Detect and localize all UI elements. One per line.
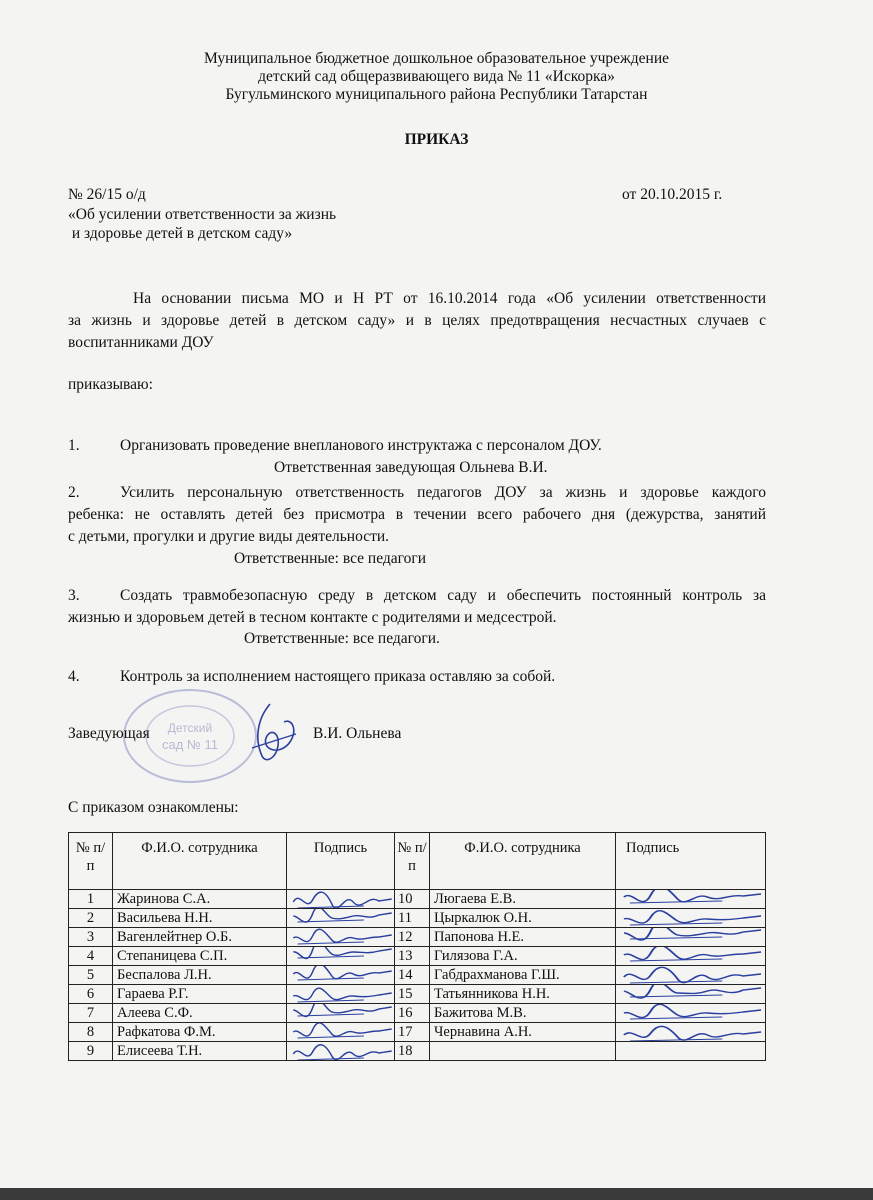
employee-name-right: Чернавина А.Н. xyxy=(430,1023,616,1042)
col-header-name-2: Ф.И.О. сотрудника xyxy=(430,833,616,890)
table-row xyxy=(69,1042,766,1061)
row-number-left: 4 xyxy=(69,947,113,966)
item-3-responsible: Ответственные: все педагоги. xyxy=(244,630,440,647)
signature-cell-right xyxy=(616,947,766,966)
employee-name-right: Цыркалюк О.Н. xyxy=(430,909,616,928)
signature-cell-left xyxy=(287,928,395,947)
row-number-right: 14 xyxy=(395,966,430,985)
employee-name-left: Вагенлейтнер О.Б. xyxy=(113,928,287,947)
col-header-signature-2: Подпись xyxy=(616,833,766,890)
header-line-3: Бугульминского муниципального района Республики Татарстан xyxy=(225,86,648,103)
table-row xyxy=(69,1023,766,1042)
employee-name-left: Рафкатова Ф.М. xyxy=(113,1023,287,1042)
signature-cell-left xyxy=(287,890,395,909)
staff-signature-table xyxy=(68,832,766,1061)
order-subject-line-1: «Об усилении ответственности за жизнь xyxy=(68,206,337,223)
signature-cell-right xyxy=(616,928,766,947)
item-4-text: Контроль за исполнением настоящего приказа оставляю за собой. xyxy=(120,668,556,685)
item-3-line-1: Создать травмобезопасную среду в детском саду и обеспечить постоянный контроль за xyxy=(120,587,766,604)
row-number-right: 16 xyxy=(395,1004,430,1023)
row-number-right: 13 xyxy=(395,947,430,966)
signature-cell-left xyxy=(287,1023,395,1042)
signature-cell-right xyxy=(616,1004,766,1023)
table-row xyxy=(69,947,766,966)
preamble-line-1: На основании письма МО и Н РТ от 16.10.2014 года «Об усилении ответственности xyxy=(133,290,766,307)
row-number-right: 18 xyxy=(395,1042,430,1061)
row-number-left: 7 xyxy=(69,1004,113,1023)
signature-cell-left xyxy=(287,909,395,928)
handwritten-signature-Ваген xyxy=(289,928,395,947)
scan-bottom-edge xyxy=(0,1188,873,1200)
table-row xyxy=(69,928,766,947)
preamble-line-3: воспитанниками ДОУ xyxy=(68,334,214,351)
employee-name-left: Степаницева С.П. xyxy=(113,947,287,966)
table-header-row xyxy=(69,833,766,890)
table-row xyxy=(69,909,766,928)
signature-name: В.И. Ольнева xyxy=(313,725,402,742)
director-signature xyxy=(240,698,310,768)
handwritten-signature-Чер xyxy=(618,1023,766,1042)
svg-text:сад № 11: сад № 11 xyxy=(162,737,218,752)
row-number-right: 11 xyxy=(395,909,430,928)
row-number-left: 9 xyxy=(69,1042,113,1061)
order-number: № 26/15 о/д xyxy=(68,186,146,203)
employee-name-left: Гараева Р.Г. xyxy=(113,985,287,1004)
employee-name-right: Люгаева Е.В. xyxy=(430,890,616,909)
item-2-line-2: ребенка: не оставлять детей без присмотра в течении всего рабочего дня (дежурства, занятий xyxy=(68,506,766,523)
employee-name-left: Васильева Н.Н. xyxy=(113,909,287,928)
signature-cell-right xyxy=(616,1023,766,1042)
order-word: приказываю: xyxy=(68,376,153,393)
employee-name-right: Габдрахманова Г.Ш. xyxy=(430,966,616,985)
handwritten-signature-Вас xyxy=(289,909,395,928)
employee-name-left: Алеева С.Ф. xyxy=(113,1004,287,1023)
header-line-1: Муниципальное бюджетное дошкольное образовательное учреждение xyxy=(204,50,669,67)
table-row xyxy=(69,966,766,985)
handwritten-signature-Жаринова xyxy=(289,890,395,909)
col-header-signature-1: Подпись xyxy=(287,833,395,890)
item-4-number: 4. xyxy=(68,668,80,685)
row-number-left: 8 xyxy=(69,1023,113,1042)
row-number-left: 5 xyxy=(69,966,113,985)
handwritten-signature-Гил xyxy=(618,947,766,966)
signature-cell-right xyxy=(616,909,766,928)
item-2-line-3: с детьми, прогулки и другие виды деятельности. xyxy=(68,528,390,545)
handwritten-signature-Люг xyxy=(618,890,766,909)
signature-cell-left xyxy=(287,947,395,966)
col-header-num-2: № п/п xyxy=(395,833,430,890)
handwritten-signature-Баж xyxy=(618,1004,766,1023)
item-2-line-1: Усилить персональную ответственность педагогов ДОУ за жизнь и здоровье каждого xyxy=(120,484,766,501)
signature-cell-right xyxy=(616,890,766,909)
handwritten-signature-Елис xyxy=(289,1042,395,1061)
row-number-left: 3 xyxy=(69,928,113,947)
signature-position: Заведующая xyxy=(68,725,150,742)
item-2-responsible: Ответственные: все педагоги xyxy=(234,550,427,567)
employee-name-right: Татьянникова Н.Н. xyxy=(430,985,616,1004)
handwritten-signature-Цыр xyxy=(618,909,766,928)
preamble-line-2: за жизнь и здоровье детей в детском саду» и в целях предотвращения несчастных случаев с xyxy=(68,312,766,329)
svg-text:Детский: Детский xyxy=(167,721,213,735)
employee-name-right: Гилязова Г.А. xyxy=(430,947,616,966)
employee-name-left: Жаринова С.А. xyxy=(113,890,287,909)
col-header-num-1: № п/п xyxy=(69,833,113,890)
signature-cell-left xyxy=(287,1042,395,1061)
employee-name-right: Папонова Н.Е. xyxy=(430,928,616,947)
item-3-number: 3. xyxy=(68,587,80,604)
signature-cell-left xyxy=(287,985,395,1004)
employee-name-left: Елисеева Т.Н. xyxy=(113,1042,287,1061)
table-row xyxy=(69,985,766,1004)
order-date: от 20.10.2015 г. xyxy=(622,186,723,203)
item-3-line-2: жизнью и здоровьем детей в тесном контакте с родителями и медсестрой. xyxy=(68,609,557,626)
doc-title: ПРИКАЗ xyxy=(404,131,469,148)
handwritten-signature-Ал xyxy=(289,1004,395,1023)
item-1-number: 1. xyxy=(68,437,80,454)
employee-name-right xyxy=(430,1042,616,1061)
row-number-left: 6 xyxy=(69,985,113,1004)
handwritten-signature-Татьянник xyxy=(618,985,766,1004)
signature-cell-right xyxy=(616,966,766,985)
table-row xyxy=(69,890,766,909)
header-line-2: детский сад общеразвивающего вида № 11 «Искорка» xyxy=(258,68,615,85)
order-subject-line-2: и здоровье детей в детском саду» xyxy=(68,225,293,242)
signature-cell-left xyxy=(287,966,395,985)
employee-name-left: Беспалова Л.Н. xyxy=(113,966,287,985)
row-number-right: 12 xyxy=(395,928,430,947)
row-number-left: 1 xyxy=(69,890,113,909)
signature-cell-right xyxy=(616,985,766,1004)
acquainted-label: С приказом ознакомлены: xyxy=(68,799,239,816)
row-number-right: 10 xyxy=(395,890,430,909)
handwritten-signature-Раф xyxy=(289,1023,395,1042)
employee-name-right: Бажитова М.В. xyxy=(430,1004,616,1023)
handwritten-signature-Бесп xyxy=(289,966,395,985)
row-number-right: 17 xyxy=(395,1023,430,1042)
handwritten-signature-Пап xyxy=(618,928,766,947)
handwritten-signature-Степ xyxy=(289,947,395,966)
row-number-left: 2 xyxy=(69,909,113,928)
item-2-number: 2. xyxy=(68,484,80,501)
item-1-responsible: Ответственная заведующая Ольнева В.И. xyxy=(274,459,548,476)
handwritten-signature-Габдр xyxy=(618,966,766,985)
table-row xyxy=(69,1004,766,1023)
signature-cell-left xyxy=(287,1004,395,1023)
handwritten-signature-Гар xyxy=(289,985,395,1004)
col-header-name-1: Ф.И.О. сотрудника xyxy=(113,833,287,890)
row-number-right: 15 xyxy=(395,985,430,1004)
signature-cell-right xyxy=(616,1042,766,1061)
item-1-text: Организовать проведение внепланового инструктажа с персоналом ДОУ. xyxy=(120,437,602,454)
